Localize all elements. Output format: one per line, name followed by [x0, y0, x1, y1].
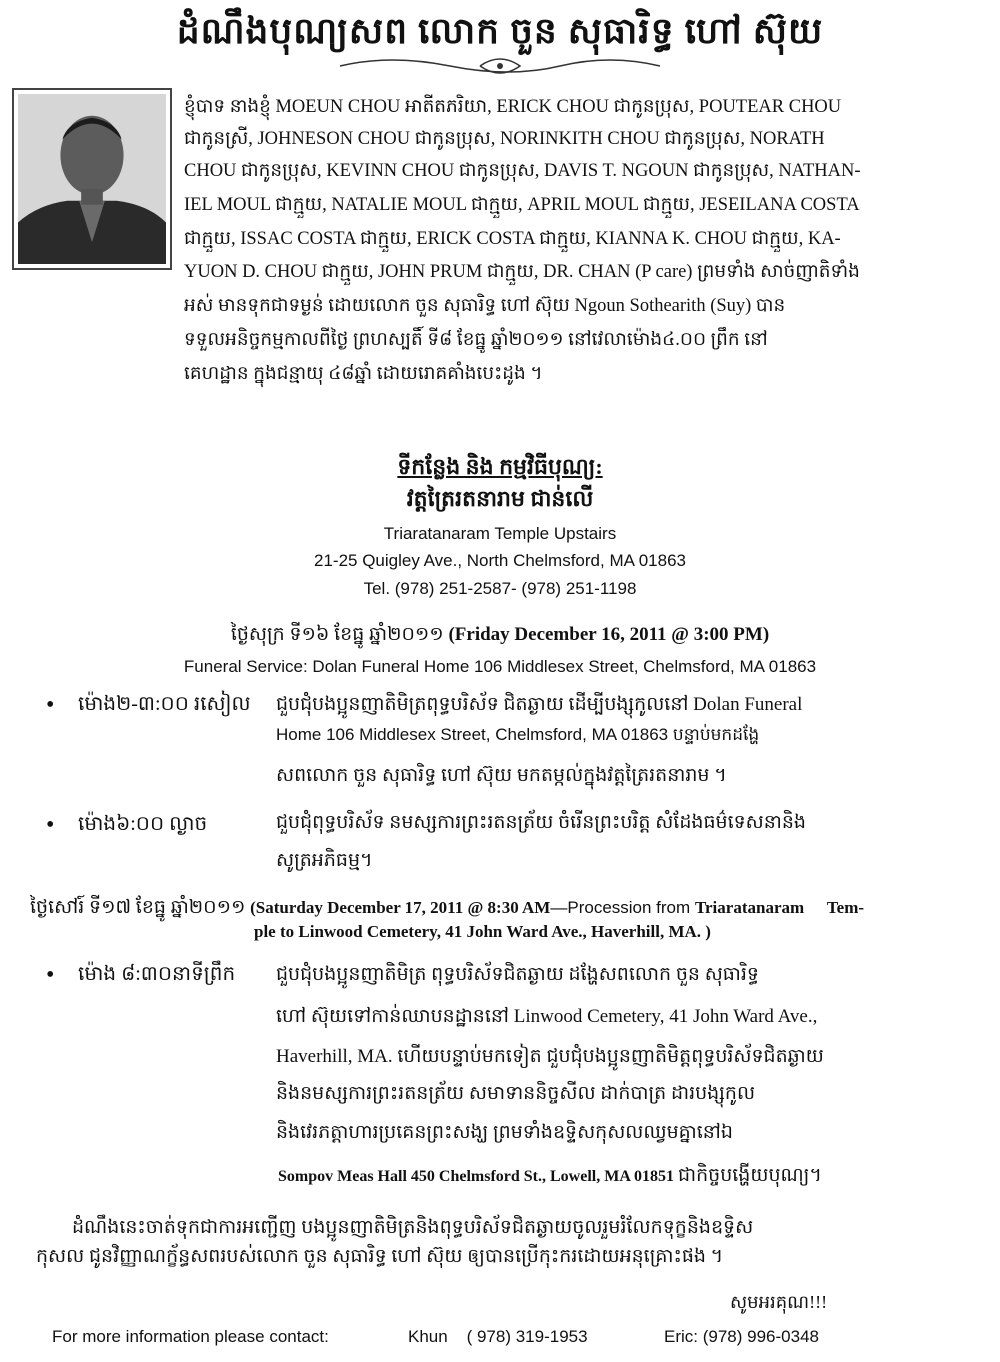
- friday-date-kh: ថ្ងៃសុក្រ ទី១៦ ខែធ្នូ ឆ្នាំ២០១១: [230, 624, 444, 645]
- procession-text: —Procession from: [550, 898, 691, 917]
- contact-khun: Khun ( 978) 319-1953: [408, 1327, 588, 1346]
- hall-closing: ជាកិច្ចបង្ហើយបុណ្យ។: [678, 1165, 822, 1186]
- hall-address: Sompov Meas Hall 450 Chelmsford St., Lowell, MA 01851: [278, 1168, 674, 1185]
- portrait-photo: [12, 88, 172, 270]
- schedule-line: ជួបជុំបងប្អូនញាតិមិត្រ ពុទ្ធបរិស័ទជិតឆ្ងាយ ដង្ហែសពលោក ចួន សុធារិទ្ធ: [276, 964, 759, 985]
- schedule-time: ម៉ោង ៨:៣០នាទីព្រឹក: [78, 963, 236, 985]
- saturday-date-kh: ថ្ងៃសៅរ៍ ទី១៧ ខែធ្នូ ឆ្នាំ២០១១: [30, 897, 246, 918]
- procession-origin: Triaratanaram: [694, 898, 805, 917]
- closing-line-1: ដំណឹងនេះចាត់ទុកជាការអញ្ជើញ បងប្អូនញាតិមិត្រនិងពុទ្ធបរិស័ទជិតឆ្ងាយចូលរួមរំលែកទុក្ខនិងឧទ្ទិស: [72, 1217, 754, 1238]
- schedule-line: Haverhill, MA. ហើយបន្ទាប់មកទៀត ជួបជុំបងប្អូនញាតិមិត្តពុទ្ធបរិស័ទជិតឆ្ងាយ: [276, 1046, 824, 1067]
- title-ornament: [330, 52, 670, 78]
- bullet-icon: •: [46, 692, 55, 718]
- temple-name-en: Triaratanaram Temple Upstairs: [383, 524, 617, 543]
- thanks-text: សូមអរគុណ!!!: [730, 1292, 828, 1312]
- page-title: ដំណឹងបុណ្យសព លោក ចួន សុធារិទ្ធ ហៅ ស៊ុយ: [176, 11, 824, 51]
- intro-line-3: CHOU ជាកូនប្រុស, KEVINN CHOU ជាកូនប្រុស, DAVIS T. NGOUN ជាកូនប្រុស, NATHAN-: [184, 161, 861, 181]
- procession-to: ple to: [254, 922, 295, 941]
- procession-hyphen: Tem-: [826, 898, 865, 917]
- intro-line-7: អស់ មានទុកជាទម្ងន់ ដោយលោក ចួន សុធារិទ្ធ ហៅ ស៊ុយ Ngoun Sothearith (Suy) បាន: [184, 296, 786, 316]
- hall-line: [278, 1163, 822, 1191]
- procession-cemetery: Linwood Cemetery, 41 John Ward Ave., Haverhill, MA. ): [298, 922, 711, 941]
- schedule-line: និងនមស្សការព្រះរតនត្រ័យ សមាទាននិច្ចសីល ដាក់បាត្រ ដារបង្សុកូល: [276, 1083, 756, 1104]
- schedule-line: Home 106 Middlesex Street, Chelmsford, MA 01863 បន្ទាប់មកដង្ហែ: [276, 725, 760, 744]
- schedule-line: ហៅ ស៊ុយទៅកាន់ឈាបនដ្ឋាននៅ Linwood Cemetery, 41 John Ward Ave.,: [276, 1006, 818, 1027]
- bullet-icon: •: [46, 812, 55, 838]
- intro-line-4: IEL MOUL ជាក្មួយ, NATALIE MOUL ជាក្មួយ, APRIL MOUL ជាក្មួយ, JESEILANA COSTA: [184, 195, 860, 215]
- contact-eric: Eric: (978) 996-0348: [664, 1327, 819, 1346]
- closing-line-2: កុសល ជូនវិញ្ញាណក្ខ័ន្ធសពរបស់លោក ចួន សុធារិទ្ធ ហៅ ស៊ុយ ឲ្យបានប្រើកុះករដោយអនុគ្រោះផង ។: [36, 1246, 724, 1267]
- temple-address: 21-25 Quigley Ave., North Chelmsford, MA 01863: [314, 551, 686, 570]
- schedule-line: ជួបជុំពុទ្ធបរិស័ទ នមស្សការព្រះរតនត្រ័យ ចំរើនព្រះបរិត្ត សំដែងធម៌ទេសនានិង: [276, 812, 806, 833]
- intro-line-2: ជាកូនស្រី, JOHNESON CHOU ជាកូនប្រុស, NORINKITH CHOU ជាកូនប្រុស, NORATH: [184, 129, 825, 149]
- friday-date-en: (Friday December 16, 2011 @ 3:00 PM): [448, 624, 770, 645]
- bullet-icon: •: [46, 962, 55, 988]
- funeral-service-line: Funeral Service: Dolan Funeral Home 106 Middlesex Street, Chelmsford, MA 01863: [183, 657, 817, 676]
- schedule-line: ជួបជុំបងប្អូនញាតិមិត្រពុទ្ធបរិស័ទ ជិតឆ្ងាយ ដើម្បីបង្សុកូលនៅ Dolan Funeral: [276, 694, 803, 715]
- intro-line-9: គេហដ្ឋាន ក្នុងជន្មាយុ ៤៨ឆ្នាំ ដោយរោគគាំងបេះដូង ។: [184, 364, 543, 384]
- friday-date: [0, 622, 1000, 650]
- schedule-time: ម៉ោង៦:០០ ល្ងាច: [78, 813, 208, 835]
- intro-line-8: ទទួលអនិច្ចកម្មកាលពីថ្ងៃ ព្រហស្បតិ៍ ទី៨ ខែធ្នូ ឆ្នាំ២០១១ នៅវេលាម៉ោង៤.០០ ព្រឹក នៅ: [184, 330, 768, 350]
- contact-label: For more information please contact:: [52, 1327, 329, 1346]
- location-heading: ទីកន្លែង និង កម្មវិធីបុណ្យ:: [397, 454, 603, 479]
- schedule-line: និងវេរភត្តាហារប្រគេនព្រះសង្ឃ ព្រមទាំងឧទ្ទិសកុសលឈ្វមគ្នានៅឯ: [276, 1122, 733, 1143]
- schedule-line: សូត្រអភិធម្ម។: [276, 850, 373, 871]
- schedule-time: ម៉ោង២-៣:០០ រសៀល: [78, 693, 251, 715]
- intro-line-1: ខ្ញុំបាទ នាងខ្ញុំ MOEUN CHOU អាតីតភរិយា, ERICK CHOU ជាកូនប្រុស, POUTEAR CHOU: [184, 97, 842, 117]
- saturday-date-en: (Saturday December 17, 2011 @ 8:30 AM: [250, 898, 551, 917]
- temple-name-kh: វត្តត្រៃរតនារាម ជាន់លើ: [406, 486, 594, 511]
- intro-line-6: YUON D. CHOU ជាក្មួយ, JOHN PRUM ជាក្មួយ, DR. CHAN (P care) ព្រមទាំង សាច់ញាតិទាំង: [184, 262, 860, 282]
- saturday-date: [30, 895, 864, 923]
- schedule-line: សពលោក ចួន សុធារិទ្ធ ហៅ ស៊ុយ មកតម្កល់ក្នុងវត្តត្រៃរតនារាម ។: [276, 765, 727, 786]
- procession-destination: [254, 922, 711, 942]
- intro-line-5: ជាក្មួយ, ISSAC COSTA ជាក្មួយ, ERICK COSTA ជាក្មួយ, KIANNA K. CHOU ជាក្មួយ, KA-: [184, 229, 841, 249]
- portrait-image: [18, 94, 166, 264]
- temple-phone: Tel. (978) 251-2587- (978) 251-1198: [363, 579, 637, 598]
